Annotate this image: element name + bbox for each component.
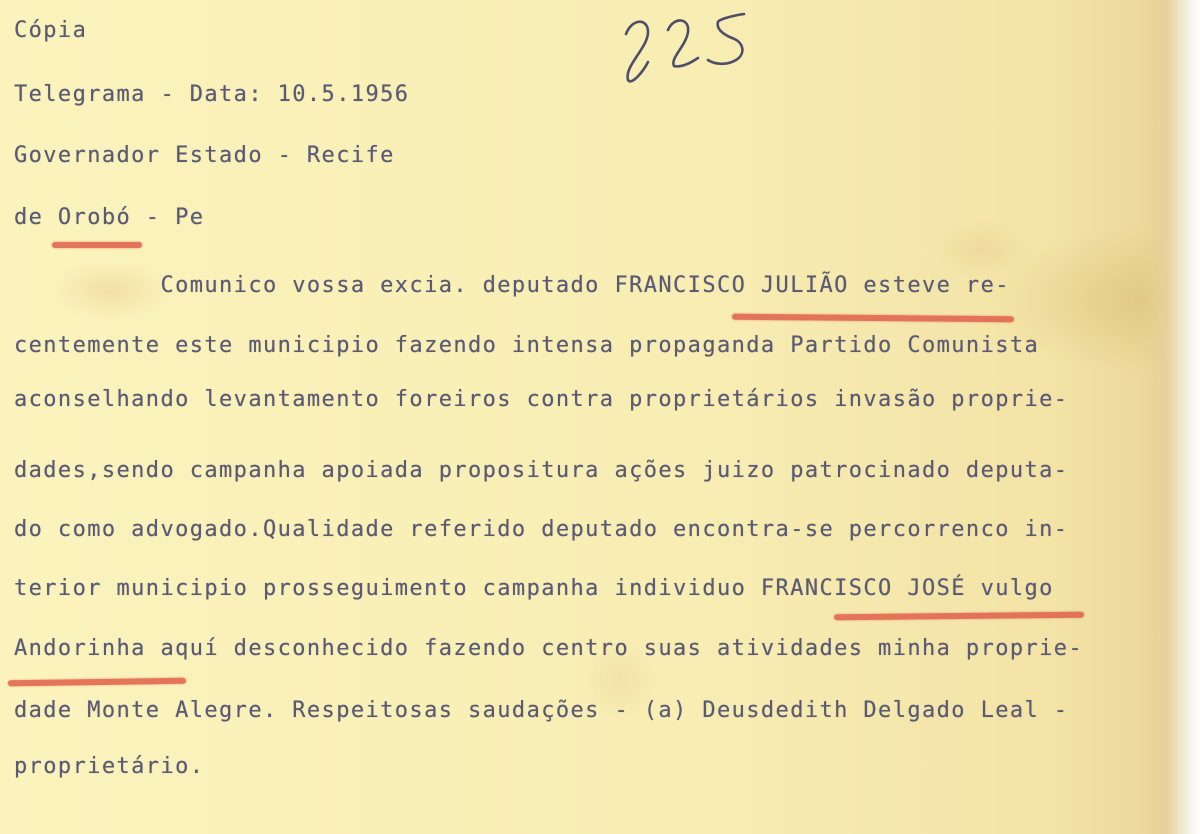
body-line: centemente este municipio fazendo intensa propaganda Partido Comunista bbox=[14, 333, 1040, 358]
copy-label: Cópia bbox=[14, 18, 88, 43]
body-line: proprietário. bbox=[14, 754, 205, 779]
handwritten-annotation bbox=[618, 8, 758, 86]
red-pencil-underline bbox=[732, 314, 1014, 322]
paper-edge bbox=[1140, 0, 1200, 834]
body-line: terior municipio prosseguimento campanha individuo FRANCISCO JOSÉ vulgo bbox=[14, 576, 1054, 601]
red-pencil-underline bbox=[8, 678, 186, 686]
red-pencil-underline bbox=[52, 242, 142, 248]
body-line: dade Monte Alegre. Respeitosas saudações - (a) Deusdedith Delgado Leal - bbox=[14, 698, 1069, 723]
recipient-line: Governador Estado - Recife bbox=[14, 143, 395, 168]
origin-line: de Orobó - Pe bbox=[14, 205, 205, 230]
body-line: do como advogado.Qualidade referido deputado encontra-se percorrenco in- bbox=[14, 517, 1069, 542]
body-line: aconselhando levantamento foreiros contra proprietários invasão proprie- bbox=[14, 387, 1069, 412]
body-line: Andorinha aquí desconhecido fazendo centro suas atividades minha proprie- bbox=[14, 636, 1084, 661]
telegram-date-line: Telegrama - Data: 10.5.1956 bbox=[14, 82, 410, 107]
red-pencil-underline bbox=[834, 612, 1084, 621]
body-line: Comunico vossa excia. deputado FRANCISCO JULIÃO esteve re- bbox=[14, 273, 1010, 298]
body-line: dades,sendo campanha apoiada propositura ações juizo patrocinado deputa- bbox=[14, 458, 1069, 483]
